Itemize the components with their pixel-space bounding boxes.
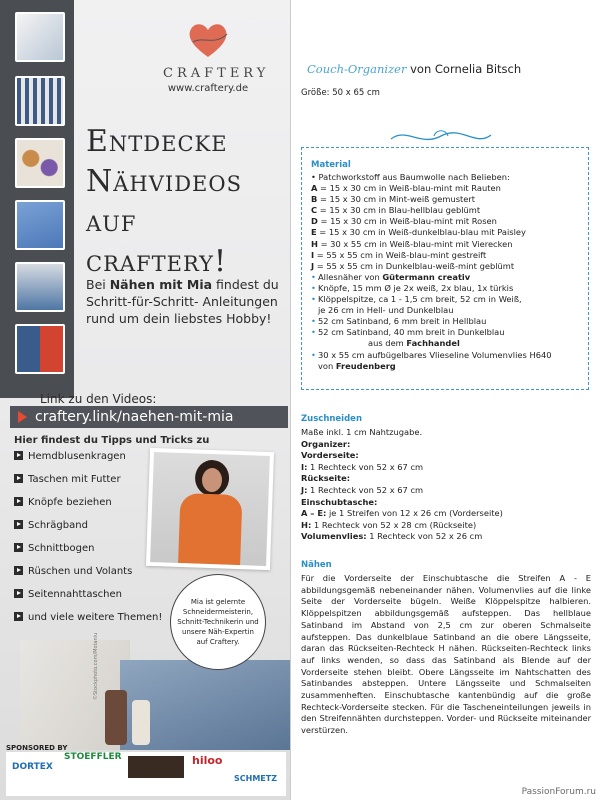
material-item (311, 239, 583, 250)
material-text: aus dem (368, 338, 407, 349)
intro-brand: Nähen mit Mia (109, 277, 213, 292)
cut-label: Rückseite: (301, 473, 351, 484)
cut-label: Organizer: (301, 438, 351, 449)
cut-text: Maße inkl. 1 cm Nahtzugabe. (301, 427, 423, 437)
material-brand: Freudenberg (335, 360, 396, 371)
cut-text: 1 Rechteck von 52 x 67 cm (307, 484, 424, 495)
person-body (178, 493, 242, 565)
play-icon (14, 520, 23, 529)
video-link-text: craftery.link/naehen-mit-mia (35, 409, 234, 425)
mia-portrait (150, 452, 270, 566)
cut-item (301, 450, 591, 462)
play-arrow-icon (18, 411, 27, 423)
intro-rest: findest du Schritt-für-Schritt- Anleitungen rund um dein liebstes Hobby! (86, 277, 279, 326)
material-letter: C (311, 205, 318, 216)
mia-info-bubble (170, 574, 266, 670)
material-text: = 55 x 55 cm in Weiß-blau-mint gestreift (314, 249, 487, 260)
material-item (311, 283, 583, 294)
material-letter: A (311, 183, 318, 194)
tips-heading: Hier findest du Tipps und Tricks zu (14, 435, 210, 446)
material-item (311, 327, 583, 338)
material-item (311, 305, 583, 316)
bubble-line: Schneidermeisterin, (182, 608, 254, 616)
cut-label: H: (301, 519, 312, 530)
cut-text: je 1 Streifen von 12 x 26 cm (Vorderseite) (326, 508, 503, 519)
material-item (311, 172, 583, 183)
material-text: = 15 x 30 cm in Weiß-blau-mint mit Rauten (317, 183, 501, 194)
material-text: = 15 x 30 cm in Weiß-blau-mint mit Rosen (317, 216, 497, 227)
material-text: = 55 x 55 cm in Dunkelblau-weiß-mint geblümt (314, 260, 515, 271)
material-brand: Fachhandel (406, 338, 460, 349)
cut-list (301, 427, 591, 543)
material-text: Allesnäher von (318, 271, 383, 282)
play-icon (14, 497, 23, 506)
cut-item (301, 427, 591, 439)
video-link[interactable] (10, 406, 288, 428)
material-item (311, 272, 583, 283)
bubble-line: Schnitt-Technikerin und (177, 618, 259, 626)
cut-item (301, 497, 591, 509)
material-text: Knöpfe, 15 mm Ø je 2x weiß, 2x blau, 1x türkis (318, 282, 514, 293)
material-text: = 15 x 30 cm in Mint-weiß gemustert (317, 194, 476, 205)
thumbnail-dresses (15, 324, 65, 374)
material-letter: B (311, 194, 318, 205)
material-text: 52 cm Satinband, 40 mm breit in Dunkelblau (318, 327, 505, 338)
material-item (311, 227, 583, 238)
material-item (311, 183, 583, 194)
play-icon (14, 566, 23, 575)
cut-text: 1 Rechteck von 52 x 67 cm (307, 461, 424, 472)
material-letter: H (311, 238, 318, 249)
tip-label: Schnittbogen (28, 543, 95, 554)
cut-label: I: (301, 461, 308, 472)
tip-item[interactable] (14, 565, 164, 588)
tip-label: und viele weitere Themen! (28, 612, 163, 623)
play-icon (14, 612, 23, 621)
thread-spool-decoration (132, 700, 150, 745)
mia-photo (146, 448, 274, 570)
play-icon (14, 474, 23, 483)
material-item (311, 194, 583, 205)
craftery-url[interactable]: www.craftery.de (167, 83, 249, 94)
tip-label: Rüschen und Volants (28, 566, 133, 577)
thumbnail-collar (15, 12, 65, 62)
material-item (311, 205, 583, 216)
cut-text: 1 Rechteck von 52 x 28 cm (Rückseite) (311, 519, 477, 530)
ad-headline (86, 122, 286, 282)
material-box (301, 147, 589, 390)
photo-credit: ©Stockphoto.com/Motaniu (93, 632, 99, 700)
cut-item (301, 473, 591, 485)
material-brand: Gütermann creativ (382, 271, 471, 282)
material-item (311, 338, 583, 349)
play-icon (14, 589, 23, 598)
material-item (311, 261, 583, 272)
cut-item (301, 462, 591, 474)
material-letter: J (311, 260, 315, 271)
material-text: von (318, 360, 336, 371)
material-text: = 30 x 55 cm in Weiß-blau-mint mit Vierecken (317, 238, 513, 249)
material-item (311, 294, 583, 305)
sponsored-label: SPONSORED BY (6, 744, 68, 752)
tip-item[interactable] (14, 542, 164, 565)
material-letter: I (311, 249, 315, 260)
material-item (311, 216, 583, 227)
material-letter: E (311, 227, 317, 238)
bubble-line: Mia ist gelernte (190, 598, 246, 606)
cut-item (301, 531, 591, 543)
intro-prefix: Bei (86, 277, 110, 292)
cut-heading: Zuschneiden (301, 414, 362, 424)
author: von Cornelia Bitsch (406, 62, 522, 76)
thumbnail-strip (0, 0, 74, 398)
tip-label: Hemdblusenkragen (28, 451, 126, 462)
project-size: Größe: 50 x 65 cm (301, 88, 380, 98)
tip-item[interactable] (14, 519, 164, 542)
tip-label: Knöpfe beziehen (28, 497, 112, 508)
tip-item[interactable] (14, 450, 164, 473)
ad-intro (86, 276, 286, 327)
craftery-logo[interactable] (163, 20, 270, 94)
cut-label: Vorderseite: (301, 450, 359, 461)
thumbnail-buttons (15, 138, 65, 188)
tip-label: Seitennahttaschen (28, 589, 122, 600)
tip-item[interactable] (14, 588, 164, 611)
thumbnail-bag (15, 76, 65, 126)
tip-item[interactable] (14, 611, 164, 634)
sew-instructions (301, 573, 591, 737)
thread-spool-decoration (105, 690, 127, 745)
watermark: PassionForum.ru (521, 787, 596, 797)
material-text: = 15 x 30 cm in Blau-hellblau geblümt (317, 205, 481, 216)
cut-label: A – E: (301, 508, 327, 519)
material-text: • Patchworkstoff aus Baumwolle nach Belieben: (311, 172, 510, 182)
material-text: Klöppelspitze, ca 1 - 1,5 cm breit, 52 cm in Weiß, (318, 294, 522, 305)
tips-list (14, 450, 164, 634)
cut-label: Einschubtasche: (301, 496, 378, 507)
videos-label: Link zu den Videos: (40, 392, 157, 406)
tip-item[interactable] (14, 473, 164, 496)
cut-item (301, 439, 591, 451)
headline-line: Entdecke (86, 124, 228, 159)
play-icon (14, 451, 23, 460)
sponsor-logo[interactable]: hiloo (192, 754, 223, 767)
article-title (307, 62, 521, 76)
material-text: 52 cm Satinband, 6 mm breit in Hellblau (318, 316, 487, 327)
cut-label: Volumenvlies: (301, 531, 367, 542)
material-list (311, 172, 583, 372)
bubble-line: auf Craftery. (196, 638, 240, 646)
material-item (311, 361, 583, 372)
sponsor-logo[interactable]: SCHMETZ (234, 774, 278, 783)
thumbnail-bias-tape (15, 200, 65, 250)
material-item (311, 316, 583, 327)
thumbnail-jumpsuit (15, 262, 65, 312)
cut-item (301, 520, 591, 532)
material-item (311, 350, 583, 361)
cut-label: J: (301, 484, 308, 495)
material-item (311, 250, 583, 261)
bubble-line: unsere Näh-Expertin (182, 628, 254, 636)
sew-heading: Nähen (301, 560, 332, 570)
headline-line: Nähvideos auf (86, 164, 242, 239)
material-text: = 15 x 30 cm in Weiß-dunkelblau-blau mit Paisley (316, 227, 526, 238)
sponsor-logo[interactable]: STOEFFLER (64, 752, 122, 762)
material-text: 30 x 55 cm aufbügelbares Vlieseline Volumenvlies H640 (318, 349, 552, 360)
article-page (290, 0, 600, 800)
project-name: Couch-Organizer (307, 62, 407, 76)
sponsor-logo-dark[interactable] (128, 756, 184, 778)
tip-label: Schrägband (28, 520, 88, 531)
craftery-brand-name: CRAFTERY (163, 66, 270, 81)
flourish-ornament-icon (386, 125, 496, 147)
cut-item (301, 485, 591, 497)
cut-item (301, 508, 591, 520)
tip-item[interactable] (14, 496, 164, 519)
cut-text: 1 Rechteck von 52 x 26 cm (366, 531, 483, 542)
tip-label: Taschen mit Futter (28, 474, 121, 485)
headline-line: craftery! (86, 244, 228, 279)
sew-text: Für die Vorderseite der Einschubtasche die Streifen A - E abbildungsgemäß nebeneinander nähen. Volumenvlies auf die linke Seite der Vorderseite bügeln. Weiße Klöppelspitze halbieren. Klöppelspitzen abbildungsgemäß aufsteppen. Das hellblaue Satinband im Abstand von 2,5 cm zur oberen Schmalseite aufsteppen. Das dunkelblaue Satinband an die obere Längsseite, daran das Rückseiten-Rechteck H nähen. Rückseiten-Rechteck links auf links wenden, so dass das Satinband als Blende auf der Vorderseite stehen bleibt. Obere Längsseite im Nahtschatten des Satinbandes absteppen. Untere Längsseite und Schmalseiten zusammenheften. Einschubtasche kantenbündig auf die große Rechteck-Vorderseite stecken. Für die Tascheneinteilungen jeweils in den Streifennähten durchsteppen. Vorder- und Rückseite miteinander verstürzen. (301, 573, 591, 736)
sponsor-logos (6, 752, 286, 796)
material-letter: D (311, 216, 318, 227)
heart-logo-icon (185, 20, 231, 60)
play-icon (14, 543, 23, 552)
material-text: je 26 cm in Hell- und Dunkelblau (318, 305, 454, 316)
craftery-advertisement (0, 0, 290, 800)
sponsor-logo[interactable]: DORTEX (12, 762, 53, 772)
material-heading: Material (311, 160, 351, 170)
